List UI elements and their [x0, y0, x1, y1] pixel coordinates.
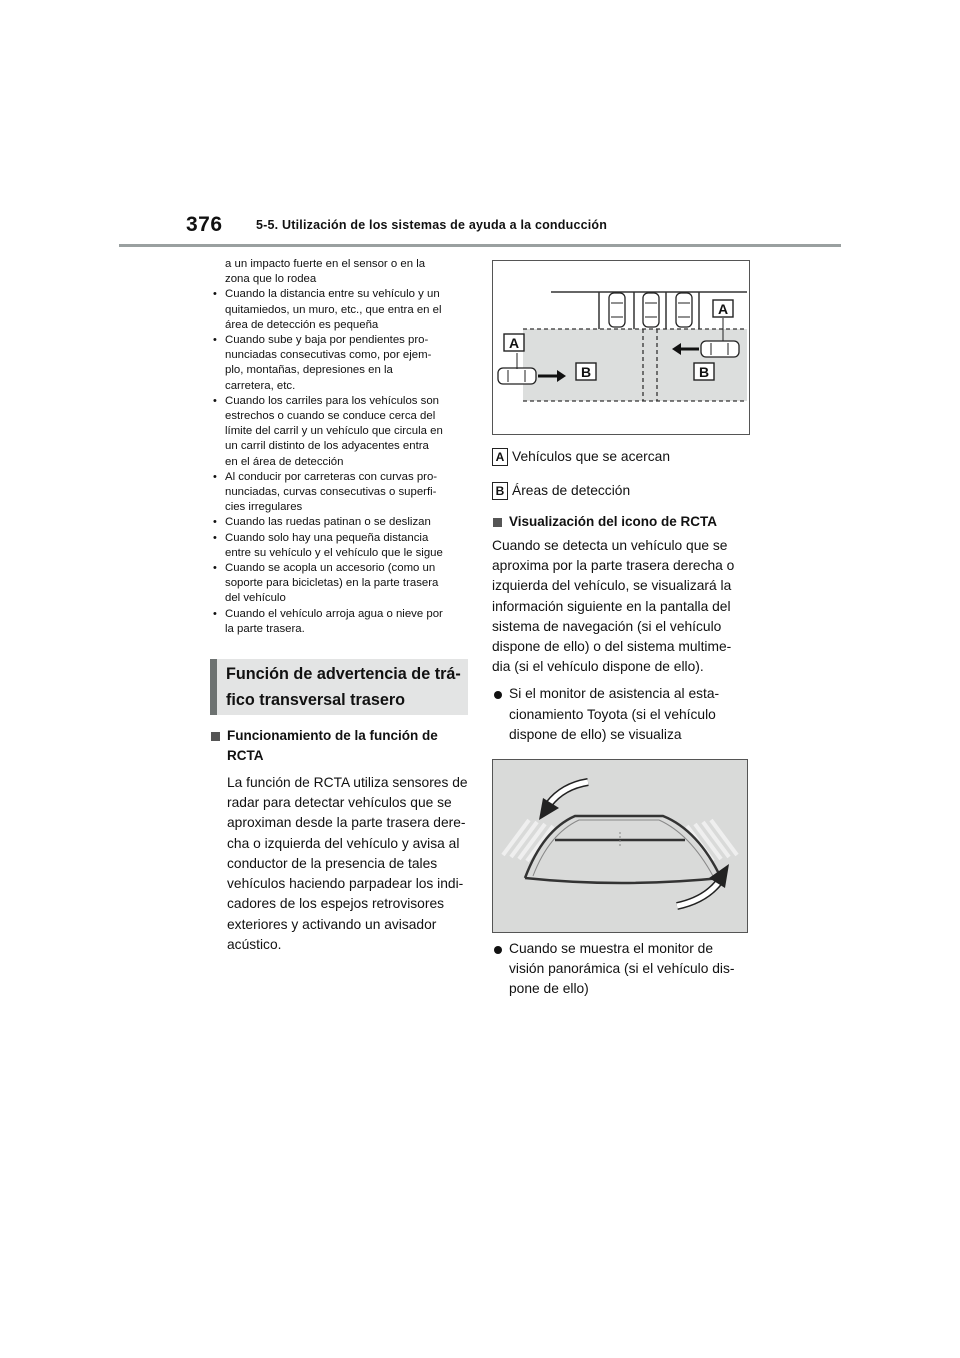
text-line: estrechos o cuando se conduce cerca del [225, 410, 436, 423]
label-b-left [576, 363, 596, 380]
continuation-text [210, 257, 472, 287]
text-line: zona que lo rodea [225, 273, 317, 286]
text-line: cha o izquierda del vehículo y avisa al [227, 835, 460, 851]
text-line: nunciadas consecutivas como, por ejem- [225, 349, 432, 362]
text-line: Cuando los carriles para los vehículos son [225, 394, 440, 407]
text-line: a un impacto fuerte en el sensor o en la [225, 258, 426, 270]
text-line: Cuando se detecta un vehículo que se [492, 538, 728, 553]
right-column [492, 260, 754, 1000]
bullet-dot-icon: • [213, 334, 217, 347]
text-line: plo, montañas, depresiones en la [225, 364, 393, 377]
list-item [210, 607, 472, 637]
heading-line: RCTA [227, 748, 264, 764]
text-line: la parte trasera. [225, 622, 305, 635]
bullet-dot-icon: • [213, 394, 217, 407]
label-a-right [713, 300, 733, 317]
heading-line: fico transversal trasero [226, 691, 406, 710]
list-item [210, 515, 472, 530]
text-line: soporte para bicicletas) en la parte trasera [225, 577, 439, 590]
text-line: Cuando se acopla un accesorio (como un [225, 562, 436, 575]
text-line: Cuando sube y baja por pendientes pro- [225, 334, 429, 347]
heading-line: Funcionamiento de la función de [227, 728, 438, 744]
svg-text:A: A [717, 301, 729, 317]
parking-assist-monitor-figure [492, 759, 748, 933]
list-item [210, 531, 472, 561]
text-line: Cuando se muestra el monitor de [509, 941, 713, 957]
svg-text:A: A [508, 335, 520, 351]
bullet-dot-icon: • [213, 562, 217, 575]
list-item [492, 684, 754, 745]
label-b-right [694, 363, 714, 380]
text-line: Cuando la distancia entre su vehículo y un [225, 288, 440, 301]
heading-line: Función de advertencia de trá- [226, 665, 461, 684]
text-line: dispone de ello) o del sistema multime- [492, 639, 732, 655]
guide-lines [525, 816, 721, 883]
bullet-dot-icon: • [213, 516, 217, 529]
rcta-paragraph [210, 773, 472, 955]
sub-heading [492, 512, 754, 532]
list-item [210, 394, 472, 470]
text-line: quitamiedos, un muro, etc., que entra en el [225, 303, 442, 316]
text-line: cies irregulares [225, 501, 303, 514]
bullet-dot-icon: • [213, 607, 217, 620]
text-line: un carril distinto de los adyacentes entra [225, 440, 429, 453]
page-number: 376 [186, 213, 223, 236]
text-line: Cuando solo hay una pequeña distancia [225, 531, 429, 544]
text-line: cionamiento Toyota (si el vehículo [509, 706, 716, 722]
text-line: Si el monitor de asistencia al esta- [509, 686, 720, 702]
text-line: entre su vehículo y el vehículo que le sigue [225, 546, 443, 559]
text-line: del vehículo [225, 592, 286, 605]
text-line: dispone de ello) se visualiza [509, 726, 682, 742]
legend-item-b [492, 482, 754, 500]
text-line: en el área de detección [225, 455, 344, 468]
curved-arrow-icon [539, 782, 588, 820]
heading-line: Visualización del icono de RCTA [509, 514, 718, 529]
svg-text:B: B [580, 364, 592, 380]
text-line: cadores de los espejos retrovisores [227, 896, 445, 912]
list-item [210, 561, 472, 607]
right-detection-stripes [687, 820, 737, 861]
bullet-dot-icon: • [213, 470, 217, 483]
text-line: límite del carril y un vehículo que circula en [225, 425, 443, 438]
header-rule [119, 244, 841, 247]
rcta-icon-paragraph [492, 536, 754, 677]
square-bullet-icon [493, 518, 502, 527]
parking-lot-illustration [493, 261, 749, 434]
text-line: pone de ello) [509, 981, 589, 997]
list-item [210, 333, 472, 394]
text-line: dia (si el vehículo dispone de ello). [492, 659, 704, 675]
bullet-dot-icon [494, 946, 502, 954]
legend-text: Vehículos que se acercan [512, 449, 671, 464]
bullet-dot-icon [494, 691, 502, 699]
text-line: acústico. [227, 936, 282, 952]
rear-camera-illustration [493, 760, 747, 932]
curved-arrow-icon [677, 864, 729, 906]
text-line: visión panorámica (si el vehículo dis- [509, 961, 735, 977]
text-line: radar para detectar vehículos que se [227, 795, 452, 811]
left-column [210, 257, 472, 955]
text-line: carretera, etc. [225, 379, 296, 392]
square-bullet-icon [211, 732, 220, 741]
text-line: información siguiente en la pantalla del [492, 598, 731, 614]
text-line: aproxima por la parte trasera derecha o [492, 558, 735, 574]
svg-text:B: B [698, 364, 710, 380]
legend-key: B [492, 482, 508, 500]
text-line: aproximan desde la parte trasera dere- [227, 815, 466, 831]
sub-heading [210, 726, 472, 766]
text-line: Al conducir por carreteras con curvas pro- [225, 470, 438, 483]
list-item [492, 939, 754, 1000]
bullet-dot-icon: • [213, 288, 217, 301]
text-line: vehículos haciendo parpadear los indi- [227, 876, 464, 892]
legend-key: A [492, 448, 508, 466]
text-line: exteriores y activando un avisador [227, 916, 437, 932]
parked-car-icon [609, 293, 692, 327]
text-line: área de detección es pequeña [225, 318, 379, 331]
text-line: Cuando las ruedas patinan o se deslizan [225, 516, 431, 529]
text-line: nunciadas, curvas consecutivas o superfi- [225, 486, 437, 499]
label-a-left [504, 334, 524, 351]
list-item [210, 470, 472, 516]
condition-list [210, 287, 472, 637]
text-line: La función de RCTA utiliza sensores de [227, 775, 468, 791]
text-line: conductor de la presencia de tales [227, 855, 438, 871]
bullet-dot-icon: • [213, 531, 217, 544]
text-line: sistema de navegación (si el vehículo [492, 618, 722, 634]
detection-area-figure [492, 260, 750, 435]
running-head: 5-5. Utilización de los sistemas de ayuda a la conducción [256, 218, 608, 232]
list-item [210, 287, 472, 333]
section-heading [210, 659, 468, 715]
legend-text: Áreas de detección [512, 483, 631, 498]
text-line: izquierda del vehículo, se visualizará la [492, 578, 732, 594]
text-line: Cuando el vehículo arroja agua o nieve por [225, 607, 443, 620]
legend-item-a [492, 448, 754, 466]
